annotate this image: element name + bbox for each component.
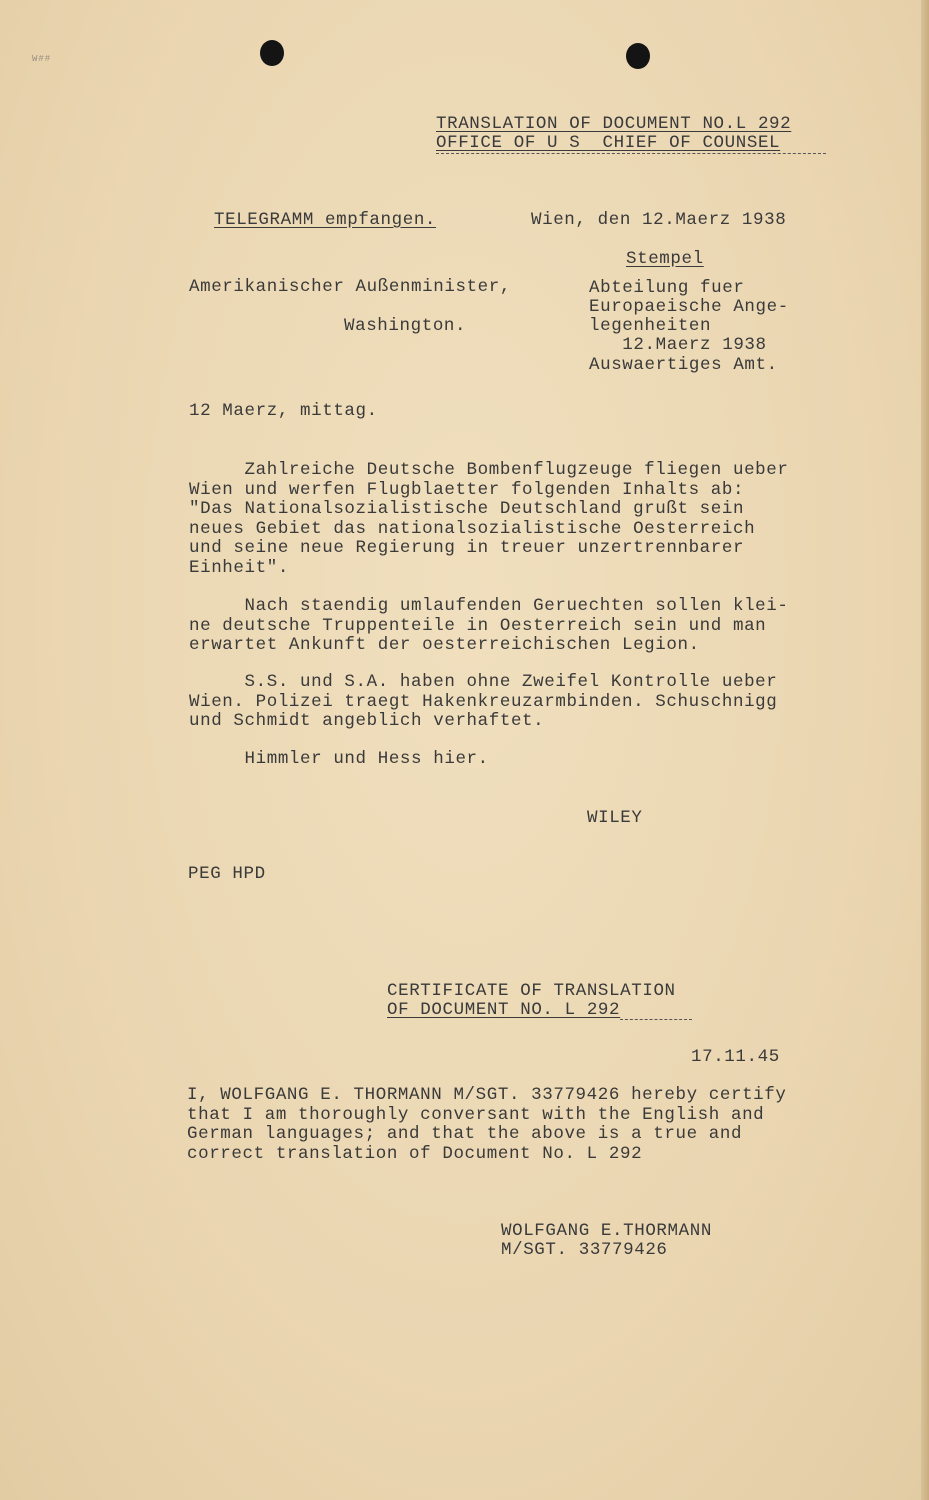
header-line-1: TRANSLATION OF DOCUMENT NO.L 292	[436, 114, 792, 134]
stamp-label: Stempel	[626, 249, 704, 269]
paragraph-2: Nach staendig umlaufenden Geruechten sollen klei- ne deutsche Truppenteile in Oesterreich sein und man erwartet Ankunft der oesterreichischen Legion.	[189, 596, 789, 655]
paragraph-1: Zahlreiche Deutsche Bombenflugzeuge fliegen ueber Wien und werfen Flugblaetter folgenden Inhalts ab: "Das Nationalsozialistische Deutschland grußt sein neues Gebiet das nationalsozialistische Oesterreich und seine neue Regierung in treuer unzertrennbarer Einheit".	[189, 460, 789, 578]
certificate-body: I, WOLFGANG E. THORMANN M/SGT. 33779426 hereby certify that I am thoroughly conversant with the English and German languages; and that the above is a true and correct translation of Document No. L 292	[187, 1085, 787, 1164]
header-rule	[436, 153, 826, 154]
certificate-title-1: CERTIFICATE OF TRANSLATION	[387, 981, 676, 1001]
paragraph-4: Himmler und Hess hier.	[189, 749, 489, 769]
paper-edge	[921, 0, 929, 1500]
paragraph-3: S.S. und S.A. haben ohne Zweifel Kontrolle ueber Wien. Polizei traegt Hakenkreuzarmbinden. Schuschnigg und Schmidt angeblich verhaftet.	[189, 672, 778, 731]
punch-hole-right	[626, 43, 650, 69]
stamp-line-3: legenheiten	[589, 316, 712, 336]
recipient-city: Washington.	[344, 316, 467, 336]
certificate-signature-rank: M/SGT. 33779426	[501, 1240, 668, 1260]
punch-hole-left	[260, 40, 284, 66]
telegram-time: 12 Maerz, mittag.	[189, 401, 378, 421]
certificate-signature-name: WOLFGANG E.THORMANN	[501, 1221, 712, 1241]
certificate-title-2: OF DOCUMENT NO. L 292	[387, 1000, 621, 1020]
telegram-received: TELEGRAMM empfangen.	[214, 210, 437, 230]
header-line-2: OFFICE OF U S CHIEF OF COUNSEL	[436, 133, 781, 153]
stamp-line-2: Europaeische Ange-	[589, 297, 789, 317]
telegram-signature: WILEY	[587, 808, 643, 828]
stamp-line-1: Abteilung fuer	[589, 278, 745, 298]
recipient: Amerikanischer Außenminister,	[189, 277, 511, 297]
stamp-line-4: 12.Maerz 1938	[589, 335, 767, 355]
certificate-date: 17.11.45	[691, 1047, 780, 1067]
corner-mark: W##	[32, 54, 52, 64]
certificate-rule	[620, 1019, 692, 1020]
telegram-initials: PEG HPD	[188, 864, 266, 884]
place-date: Wien, den 12.Maerz 1938	[531, 210, 787, 230]
stamp-line-5: Auswaertiges Amt.	[589, 355, 778, 375]
